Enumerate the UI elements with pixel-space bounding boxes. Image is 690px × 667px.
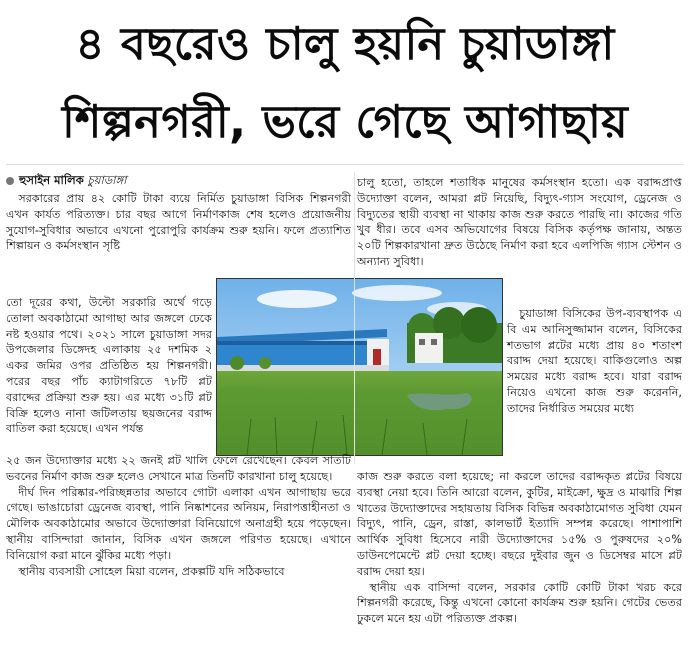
paragraph: স্থানীয় ব্যবসায়ী সোহেল মিয়া বলেন, প্রকল্পটি যদি সঠিকভাবে [18,564,285,578]
byline [6,172,351,188]
paragraph: সরকারের প্রায় ৪২ কোটি টাকা ব্যয়ে নির্মিত চুয়াডাঙ্গা বিসিক শিল্পনগরী এখন কার্যত পরিত্যক্ত। চার বছর আগে নির্মাণকাজ শেষ হলেও প্রয়োজনীয় সুযোগ-সুবিধার অভাবে এখনো পুরোপুরি কার্যক্রম শুরু হয়নি। ফলে প্রত্যাশিত শিল্পায়ন ও কর্মসংস্থান সৃষ্টি [6,192,351,253]
article-text-right-bottom [357,469,682,627]
paragraph: দীর্ঘ দিন পরিষ্কার-পরিচ্ছন্নতার অভাবে গোটা এলাকা এখন আগাছায় ভরে গেছে। ভাঙাচোরা ড্রেনেজ ব্যবস্থা, পানি নিষ্কাশনের অনিয়ম, নিরাপত্তাহীনতা ও মৌলিক অবকাঠামোর অভাবে উদ্যোক্তারা বিনিয়োগে অনাগ্রহী হয়ে পড়েছেন। স্থানীয় বাসিন্দারা জানান, বিসিক এখন জঙ্গলে পরিণত হয়েছে। এখানে বিনিয়োগ করা মানে ঝুঁকির মধ্যে পড়া। [6,485,351,562]
headline [6,6,684,160]
photo-industrial-estate [216,278,503,456]
headline-line-1: ৪ বছরেও চালু হয়নি চুয়াডাঙ্গা [75,17,615,70]
paragraph: স্থানীয় এক বাসিন্দা বলেন, সরকার কোটি কোটি টাকা খরচ করে শিল্পনগরী করেছে, কিন্তু এখনো কোনো কার্যক্রম শুরু হয়নি। গেটের ভেতর ঢুকলে মনে হয় এটা পরিত্যক্ত প্রকল্প। [357,580,682,626]
column-divider [354,172,355,464]
bullet-icon [6,177,14,185]
paragraph: চুয়াডাঙ্গা বিসিকের উপ-ব্যবস্থাপক এ বি এম আনিসুজ্জামান বলেন, বিসিকের শতভাগ প্লটের মধ্যে প্রায় ৪০ শতাংশ বরাদ্দ দেয়া হয়েছে। বাকিগুলোও অল্প সময়ের মধ্যে বরাদ্দ হবে। যারা বরাদ্দ নিয়েও এখনো কাজ শুরু করেননি, তাদের নির্ধারিত সময়ের মধ্যে [507,307,682,415]
article-text-left-bottom [6,453,351,579]
article-text-right-top [357,175,682,270]
article-text-right-mid [507,306,682,417]
paragraph: ২৫ জন উদ্যোক্তার মধ্যে ২২ জনই প্লট খালি ফেলে রেখেছেন। কেবল সাতটি ভবনের নির্মাণ কাজ শুরু হলেও সেখানে মাত্র তিনটি কারখানা চালু হয়েছে। [6,454,351,483]
byline-place: চুয়াডাঙ্গা [87,173,127,187]
photo-illustration [217,279,502,455]
article-text-left-top [6,191,351,254]
article-text-left-mid [6,295,212,437]
paragraph: কাজ শুরু করতে বলা হয়েছে; না করলে তাদের বরাদ্দকৃত প্লটের বিষয়ে ব্যবস্থা নেয়া হবে। তিনি আরো বলেন, কুটির, মাইক্রো, ক্ষুদ্র ও মাঝারি শিল্প খাতের উদ্যোক্তাদের সহায়তায় বিসিক বিভিন্ন অবকাঠামোগত সুবিধা যেমন বিদ্যুৎ, পানি, ড্রেন, রাস্তা, কালভার্ট ইত্যাদি সম্পন্ন করেছে। পাশাপাশি আর্থিক সুবিধা হিসেবে নারী উদ্যোক্তাদের ১৫% ও পুরুষদের ২০% ডাউনপেমেন্টে প্লট দেয়া হচ্ছে। বছরে দুইবার জুন ও ডিসেম্বর মাসে প্লট বরাদ্দ দেয়া হয়। [357,470,682,578]
paragraph: চালু হতো, তাহলে শতাধিক মানুষের কর্মসংস্থান হতো। এক বরাদ্দপ্রাপ্ত উদ্যোক্তা বলেন, আমরা প্লট নিয়েছি, বিদ্যুৎ-গ্যাস সংযোগ, ড্রেনেজ ও বিদ্যুতের স্থায়ী ব্যবস্থা না থাকায় কাজ শুরু করতে পারছি না। কাজের গতি খুব ধীর। তবে এসব অভিযোগের বিষয়ে বিসিক কর্তৃপক্ষ জানায়, অন্তত ২০টি শিল্পকারখানা দ্রুত উঠেছে নির্মাণ করা হবে এলপিজি গ্যাস স্টেশন ও অন্যান্য সুবিধা। [357,176,682,268]
byline-name: হুসাইন মালিক [19,173,84,187]
paragraph: তো দূরের কথা, উল্টো সরকারি অর্থে গড়ে তোলা অবকাঠামো আগাছা আর জঙ্গলে ঢেকে নষ্ট হওয়ার পথে। ২০২১ সালে চুয়াডাঙ্গা সদর উপজেলার ডিঙ্গেদহ এলাকায় ২৫ দশমিক ২ একর জমির ওপর প্রতিষ্ঠিত হয় শিল্পনগরী। পরের বছর পাঁচ ক্যাটাগরিতে ৭৮টি প্লট বরাদ্দের প্রক্রিয়া শুরু হয়। এর মধ্যে ৩১টি প্লট বিক্রি হলেও নানা জটিলতায় ছয়জনের বরাদ্দ বাতিল করা হয়েছে। এখন পর্যন্ত [6,296,212,436]
headline-divider [6,164,684,165]
headline-line-2: শিল্পনগরী, ভরে গেছে আগাছায় [61,95,629,148]
